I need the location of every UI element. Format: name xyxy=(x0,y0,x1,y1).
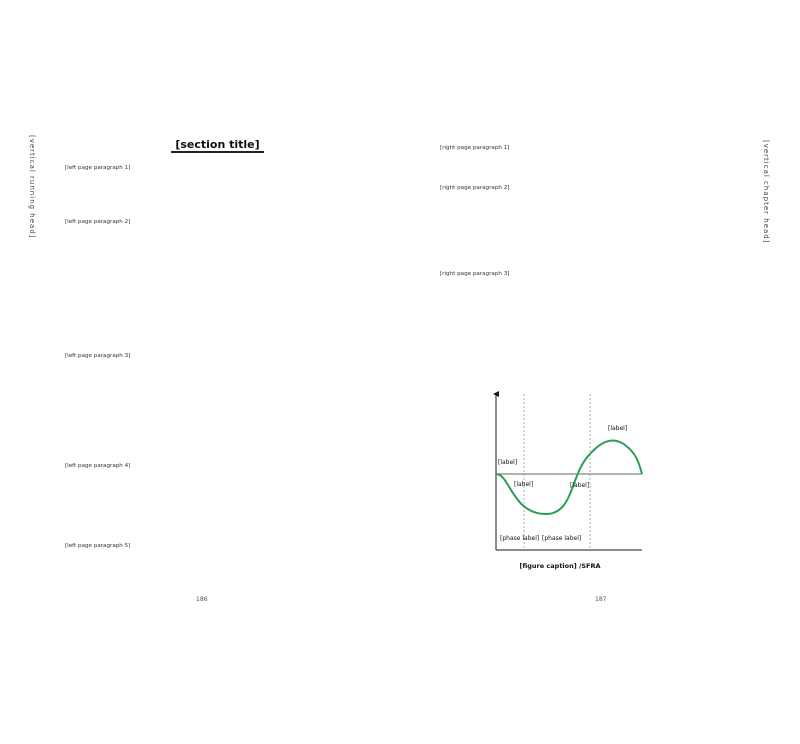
label-fatigue: [label] xyxy=(514,481,534,488)
right-paragraph-3: [right page paragraph 3] xyxy=(440,271,510,277)
figure-caption: [figure caption] /SFRA xyxy=(519,562,601,570)
left-page xyxy=(40,120,395,620)
label-stimulus: [label] xyxy=(498,459,518,466)
page-number-left: 186 xyxy=(196,596,208,603)
left-paragraph-2: [left page paragraph 2] xyxy=(65,219,131,225)
label-phase-b: [phase label] xyxy=(542,535,582,542)
sfra-figure xyxy=(470,390,650,585)
page-number-right: 187 xyxy=(595,596,607,603)
section-title xyxy=(40,138,395,153)
right-paragraph-1: [right page paragraph 1] xyxy=(440,145,510,151)
sfra-diagram xyxy=(470,390,650,585)
section-title-text: [section title] xyxy=(171,138,263,153)
left-paragraph-4: [left page paragraph 4] xyxy=(65,463,131,469)
left-paragraph-1: [left page paragraph 1] xyxy=(65,165,131,171)
right-paragraph-2: [right page paragraph 2] xyxy=(440,185,510,191)
label-adaptation: [label] xyxy=(608,425,628,432)
label-recovery: [label] xyxy=(570,482,590,489)
adaptation-curve xyxy=(496,441,642,515)
running-head-left: [vertical running head] xyxy=(28,135,36,239)
left-paragraph-5: [left page paragraph 5] xyxy=(65,543,131,549)
running-head-right: [vertical chapter head] xyxy=(762,140,770,244)
label-phase-a: [phase label] xyxy=(500,535,540,542)
left-paragraph-3: [left page paragraph 3] xyxy=(65,353,131,359)
